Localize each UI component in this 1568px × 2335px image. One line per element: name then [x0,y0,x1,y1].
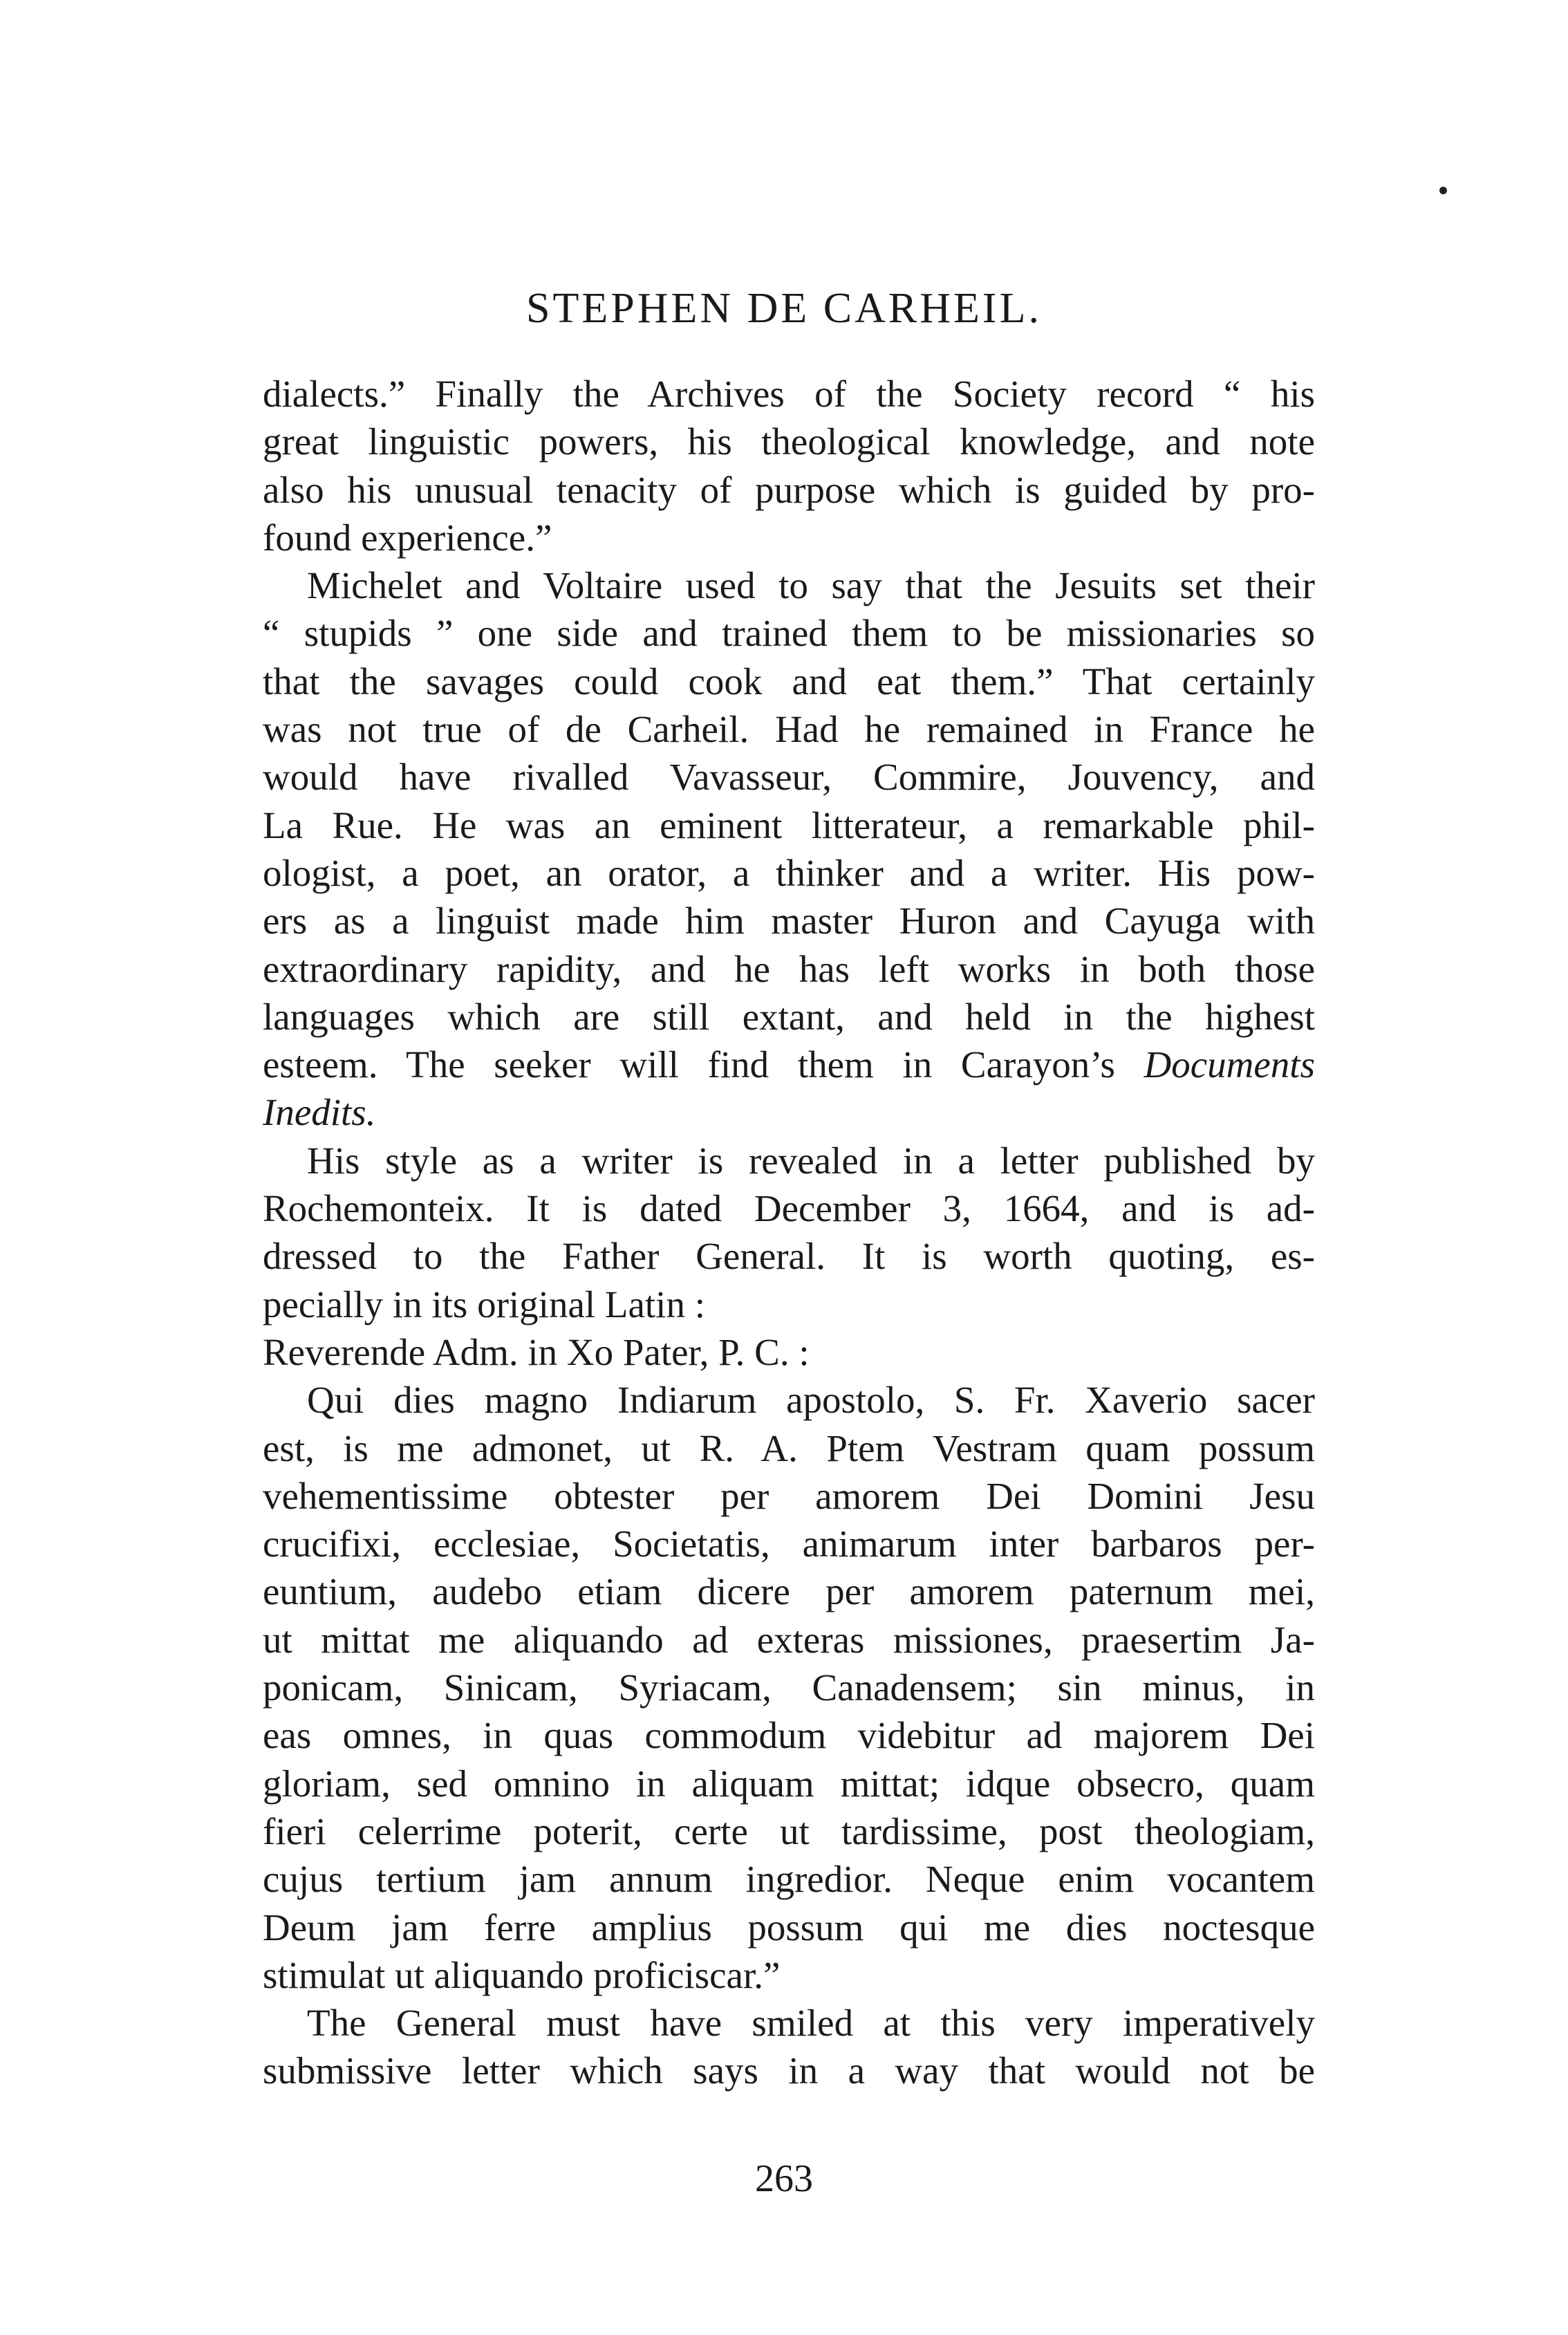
text-line: Qui dies magno Indiarum apostolo, S. Fr. Xaverio sacer [307,1379,1315,1422]
text-line [263,1088,1315,1136]
text-line: found experience.” [263,516,552,559]
text-line: would have rivalled Vavasseur, Commire, Jouvency, and [263,756,1315,799]
text-line: La Rue. He was an eminent litterateur, a remarkable phil- [263,803,1315,846]
text-line: also his unusual tenacity of purpose which is guided by pro- [263,468,1315,511]
text-line: extraordinary rapidity, and he has left works in both those [263,947,1315,990]
body-text [263,370,1315,2095]
text-line: His style as a writer is revealed in a letter published by [307,1139,1315,1182]
stray-ink-dot [1439,187,1447,194]
text-line: submissive letter which says in a way that would not be [263,2049,1315,2092]
text-line-segment: esteem. The seeker will find them in Carayon’s [263,1043,1115,1086]
book-title-italic: Documents [1144,1043,1315,1086]
page-number: 263 [755,2157,813,2200]
text-line: that the savages could cook and eat them.” That certainly [263,660,1315,703]
text-line: great linguistic powers, his theological knowledge, and note [263,420,1315,463]
text-line: fieri celerrime poterit, certe ut tardissime, post theologiam, [263,1810,1315,1852]
text-line: crucifixi, ecclesiae, Societatis, animarum inter barbaros per- [263,1523,1315,1565]
text-line: dressed to the Father General. It is worth quoting, es- [263,1235,1315,1278]
text-line: vehementissime obtester per amorem Dei Domini Jesu [263,1474,1315,1517]
text-line: ologist, a poet, an orator, a thinker and a writer. His pow- [263,851,1315,894]
running-head: STEPHEN DE CARHEIL. [526,285,1042,332]
text-line: gloriam, sed omnino in aliquam mittat; idque obsecro, quam [263,1762,1315,1805]
text-line: ut mittat me aliquando ad exteras missiones, praesertim Ja- [263,1618,1315,1661]
text-line: was not true of de Carheil. Had he remained in France he [263,708,1315,751]
book-title-italic: Inedits. [263,1091,376,1134]
text-line: ponicam, Sinicam, Syriacam, Canadensem; sin minus, in [263,1666,1315,1709]
text-line [263,1041,1315,1088]
text-line: Michelet and Voltaire used to say that the Jesuits set their [307,564,1315,607]
text-line: pecially in its original Latin : [263,1283,705,1325]
text-line: euntium, audebo etiam dicere per amorem paternum mei, [263,1570,1315,1613]
text-line: Deum jam ferre amplius possum qui me dies noctesque [263,1906,1315,1948]
text-line: est, is me admonet, ut R. A. Ptem Vestram quam possum [263,1426,1315,1469]
text-line: cujus tertium jam annum ingredior. Neque enim vocantem [263,1858,1315,1901]
text-line: dialects.” Finally the Archives of the Society record “ his [263,373,1315,415]
text-line: The General must have smiled at this very imperatively [307,2002,1315,2045]
text-line: languages which are still extant, and held in the highest [263,995,1315,1038]
text-line: Rochemonteix. It is dated December 3, 1664, and is ad- [263,1187,1315,1230]
salutation-line: Reverende Adm. in Xo Pater, P. C. : [263,1330,810,1373]
text-line: eas omnes, in quas commodum videbitur ad majorem Dei [263,1714,1315,1757]
text-line: “ stupids ” one side and trained them to be missionaries so [263,612,1315,655]
text-line: ers as a linguist made him master Huron and Cayuga with [263,900,1315,942]
text-line: stimulat ut aliquando proficiscar.” [263,1953,781,1996]
